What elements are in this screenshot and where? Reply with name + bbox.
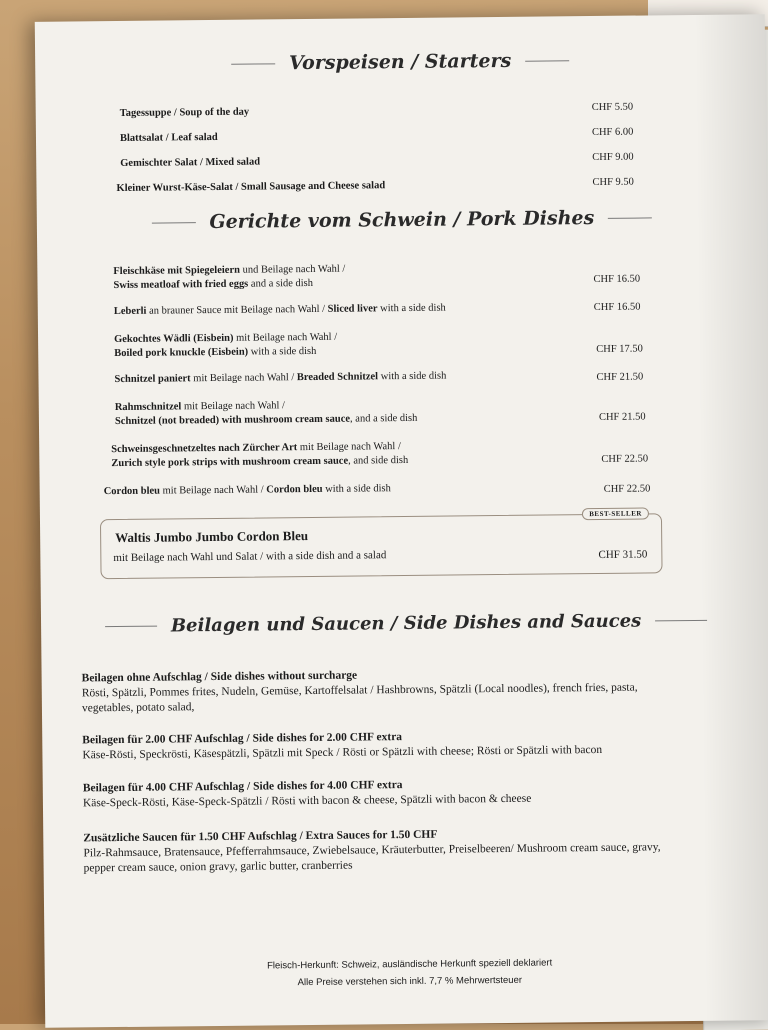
bestseller-badge: BEST-SELLER <box>582 507 649 520</box>
side-group-heading: Beilagen ohne Aufschlag / Side dishes without surcharge <box>81 669 358 685</box>
item-price: CHF 5.50 <box>591 101 634 114</box>
item-name: Tagessuppe / Soup of the day <box>119 106 250 119</box>
item-price: CHF 17.50 <box>596 343 643 355</box>
divider <box>151 222 195 223</box>
item-name-en: Schnitzel (not breaded) with mushroom cream sauce <box>114 413 351 428</box>
item-price: CHF 22.50 <box>601 453 649 465</box>
item-price: CHF 16.50 <box>593 301 641 314</box>
bestseller-price: CHF 31.50 <box>598 548 648 561</box>
menu-item <box>36 175 766 195</box>
menu-item <box>38 326 768 360</box>
divider <box>608 217 652 218</box>
item-name-de: Rahmschnitzel <box>114 401 182 414</box>
menu-item <box>39 394 768 428</box>
side-group <box>82 727 682 763</box>
item-name-en: Sliced liver <box>327 303 378 315</box>
side-group-heading: Beilagen für 2.00 CHF Aufschlag / Side dishes for 2.00 CHF extra <box>82 731 403 747</box>
item-desc-de: und Beilage nach Wahl / <box>239 263 346 276</box>
item-desc-en: with a side dish <box>322 483 391 495</box>
item-name: Kleiner Wurst-Käse-Salat / Small Sausage and Cheese salad <box>116 180 386 195</box>
item-name-en: Swiss meatloaf with fried eggs <box>113 278 249 292</box>
item-name-en: Zurich style pork strips with mushroom cream sauce <box>111 455 349 470</box>
item-name <box>114 370 446 387</box>
item-desc-en: with a side dish <box>378 370 447 383</box>
divider <box>105 625 157 627</box>
menu-item <box>36 150 766 169</box>
item-name-de: Fleischkäse mit Spiegeleiern <box>113 264 241 278</box>
starters-heading <box>35 46 765 77</box>
item-desc-de: mit Beilage nach Wahl / <box>159 484 267 497</box>
pork-title: Gerichte vom Schwein / Pork Dishes <box>209 207 595 234</box>
footer-vat: Alle Preise verstehen sich inkl. 7,7 % Mehrwertsteuer <box>297 974 523 989</box>
side-group-text: Käse-Rösti, Speckrösti, Käsespätzli, Spätzli mit Speck / Rösti or Spätzli with cheese; Rösti or Spätzli with bacon <box>82 743 603 762</box>
item-name <box>111 440 408 471</box>
side-group-heading: Beilagen für 4.00 CHF Aufschlag / Side dishes for 4.00 CHF extra <box>82 779 403 795</box>
item-desc-en: , and a side dish <box>349 412 418 425</box>
divider <box>525 60 569 61</box>
item-name <box>114 302 446 319</box>
item-name-en: Boiled pork knuckle (Eisbein) <box>114 346 249 360</box>
item-price: CHF 16.50 <box>593 273 641 286</box>
item-name <box>115 398 418 429</box>
item-desc-en: and a side dish <box>248 277 314 290</box>
item-name-de: Schnitzel paniert <box>114 373 191 386</box>
side-group-text: Pilz-Rahmsauce, Bratensauce, Pfefferrahmsauce, Zwiebelsauce, Kräuterbutter, Preiselbeeren/ Mushroom cream sauce, gravy, pepper cream sauce, onion gravy, garlic butter, cranberries <box>83 841 661 875</box>
item-price: CHF 22.50 <box>603 483 651 495</box>
menu-item <box>38 298 768 318</box>
menu-item <box>40 478 768 498</box>
footer <box>45 952 768 994</box>
item-name <box>114 331 337 361</box>
item-name <box>113 263 345 293</box>
footer-origin: Fleisch-Herkunft: Schweiz, ausländische Herkunft speziell deklariert <box>267 957 553 972</box>
side-group <box>83 825 683 876</box>
item-price: CHF 9.50 <box>592 176 634 189</box>
starters-title: Vorspeisen / Starters <box>289 49 512 75</box>
item-name-en: Cordon bleu <box>266 483 323 496</box>
pork-heading <box>37 204 767 235</box>
bestseller-desc: mit Beilage nach Wahl und Salat / with a side dish and a salad <box>113 549 387 565</box>
item-price: CHF 21.50 <box>596 371 644 383</box>
menu-item <box>39 436 768 470</box>
item-price: CHF 21.50 <box>598 411 646 423</box>
item-name: Gemischter Salat / Mixed salad <box>120 156 261 169</box>
sides-heading <box>41 608 768 637</box>
item-desc-de: an brauner Sauce mit Beilage nach Wahl / <box>146 303 328 317</box>
item-price: CHF 9.00 <box>592 151 634 164</box>
divider <box>655 619 707 621</box>
side-group-heading: Zusätzliche Saucen für 1.50 CHF Aufschlag / Extra Sauces for 1.50 CHF <box>83 828 438 845</box>
divider <box>231 63 275 64</box>
side-group-text: Rösti, Spätzli, Pommes frites, Nudeln, Gemüse, Kartoffelsalat / Hashbrowns, Spätzli (Local noodles), french fries, pasta, vegetables, potato salad, <box>81 681 638 715</box>
side-group <box>82 665 682 716</box>
item-name-en: Breaded Schnitzel <box>296 371 379 384</box>
item-name-de: Schweinsgeschnetzeltes nach Zürcher Art <box>111 442 298 456</box>
item-desc-en: with a side dish <box>377 302 446 315</box>
item-name-de: Gekochtes Wädli (Eisbein) <box>114 332 234 346</box>
bestseller-name: Waltis Jumbo Jumbo Cordon Bleu <box>115 528 309 546</box>
side-group-text: Käse-Speck-Rösti, Käse-Speck-Spätzli / Rösti with bacon & cheese, Spätzli with bacon & cheese <box>82 792 532 810</box>
item-desc-de: mit Beilage nach Wahl / <box>181 400 286 413</box>
menu-content <box>35 14 768 1028</box>
menu-item <box>37 258 767 292</box>
item-desc-de: mit Beilage nach Wahl / <box>297 441 401 454</box>
item-name-de: Cordon bleu <box>103 485 161 498</box>
menu-item <box>36 125 766 144</box>
bestseller-box <box>100 509 663 579</box>
item-name <box>104 482 391 499</box>
item-desc-de: mit Beilage nach Wahl / <box>190 372 297 385</box>
item-price: CHF 6.00 <box>591 126 634 139</box>
side-group <box>83 775 683 811</box>
item-desc-en: , and side dish <box>348 454 409 467</box>
menu-item <box>36 100 766 119</box>
sides-title: Beilagen und Saucen / Side Dishes and Sauces <box>170 610 642 636</box>
item-name-de: Leberli <box>113 305 147 318</box>
item-name: Blattsalat / Leaf salad <box>119 131 218 144</box>
menu-item <box>38 366 768 386</box>
item-desc-en: with a side dish <box>248 345 317 358</box>
menu-page <box>35 14 768 1028</box>
item-desc-de: mit Beilage nach Wahl / <box>233 331 338 344</box>
